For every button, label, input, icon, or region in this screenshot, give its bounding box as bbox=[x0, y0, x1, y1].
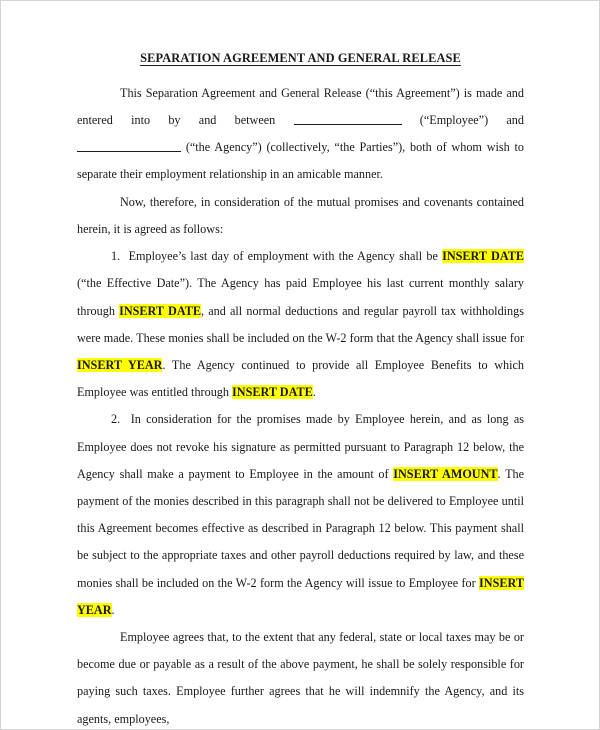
employee-name-blank[interactable] bbox=[294, 124, 402, 125]
paragraph-intro bbox=[77, 80, 524, 189]
clause-2-text-c: . bbox=[111, 602, 115, 617]
paragraph-clause-1 bbox=[77, 243, 524, 406]
clause-2-number: 2. bbox=[111, 412, 121, 427]
intro-text-part2: (“the Agency”) (collectively, “the Parties”), both of whom wish to separate their employment relationship in an amicable manner. bbox=[77, 140, 525, 182]
paragraph-clause-3: Employee agrees that, to the extent that any federal, state or local taxes may be or become due or payable as a result of the above payment, he shall be solely responsible for paying such taxes. Employee further agrees that he will indemnify the Agency, and its agents, employees, bbox=[77, 629, 524, 726]
insert-year-placeholder-1[interactable]: INSERT YEAR bbox=[77, 357, 163, 372]
intro-text-part1: This Separation Agreement and General Release (“this Agreement”) is made and entered into by and between bbox=[77, 85, 524, 128]
clause-1-text-e: . bbox=[312, 385, 316, 400]
clause-2-text-a: In consideration for the promises made by Employee herein, and as long as Employee does not revoke his signature as permitted pursuant to Paragraph 12 below, the Agency shall make a payment to Employee in the amount of bbox=[77, 412, 524, 481]
document-body bbox=[77, 51, 524, 730]
insert-date-placeholder-3[interactable]: INSERT DATE bbox=[232, 385, 313, 400]
insert-date-placeholder-2[interactable]: INSERT DATE bbox=[119, 303, 201, 318]
clause-1-text-a: Employee’s last day of employment with the Agency shall be bbox=[128, 249, 443, 264]
document-title: SEPARATION AGREEMENT AND GENERAL RELEASE bbox=[140, 51, 461, 65]
insert-amount-placeholder[interactable]: INSERT AMOUNT bbox=[393, 466, 498, 481]
agency-name-blank[interactable] bbox=[77, 151, 181, 152]
insert-year-placeholder-2[interactable]: INSERT YEAR bbox=[77, 575, 524, 617]
clause-1-number: 1. bbox=[111, 249, 121, 264]
paragraph-recital: Now, therefore, in consideration of the mutual promises and covenants contained herein, it is agreed as follows: bbox=[77, 194, 524, 236]
clause-1-text-d: . The Agency continued to provide all Employee Benefits to which Employee was entitled through bbox=[77, 357, 524, 400]
clause-1-text-b: (“the Effective Date”). The Agency has paid Employee his last current monthly salary through bbox=[77, 276, 524, 318]
paragraph-clause-2 bbox=[77, 406, 524, 624]
clause-2-text-b: . The payment of the monies described in this paragraph shall not be delivered to Employee until this Agreement becomes effective as described in Paragraph 12 below. This payment shall be subject to the appropriate taxes and other payroll deductions required by law, and these monies shall be included on the W-2 form the Agency will issue to Employee for bbox=[77, 466, 525, 590]
insert-date-placeholder-1[interactable]: INSERT DATE bbox=[442, 249, 524, 264]
clause-1-text-c: , and all normal deductions and regular payroll tax withholdings were made. These monies shall be included on the W-2 form that the Agency shall issue for bbox=[77, 303, 524, 345]
intro-employee-label: (“Employee”) and bbox=[419, 113, 524, 128]
